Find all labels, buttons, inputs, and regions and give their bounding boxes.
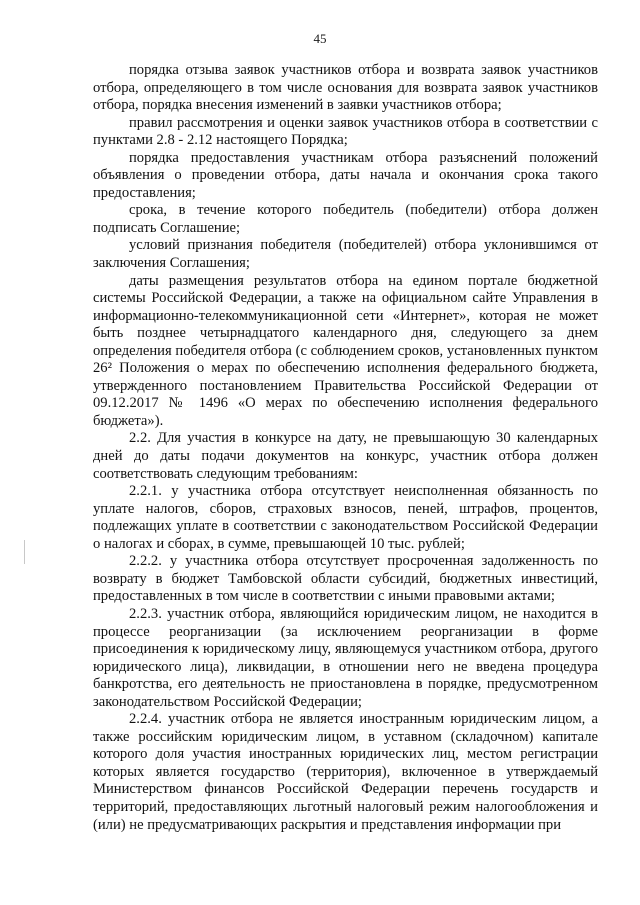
page-number: 45 [313, 31, 327, 46]
paragraph-results-publication: даты размещения результатов отбора на едином портале бюджетной системы Российской Федерации, а также на официальном сайте Управления в информационно-телекоммуникационной сети «Интернет», которая не может быть позднее четырнадцатого календарного дня, следующего за днем определения победителя отбора (с соблюдением сроков, установленных пунктом 26² Положения о мерах по обеспечению исполнения федерального бюджета, утвержденного постановлением Правительства Российской Федерации от 09.12.2017 № 1496 «О мерах по обеспечению исполнения федерального бюджета»). [93, 272, 598, 429]
paragraph-clause-2-2-1: 2.2.1. у участника отбора отсутствует неисполненная обязанность по уплате налогов, сборов, страховых взносов, пеней, штрафов, процентов, подлежащих уплате в соответствии с законодательством Российской Федерации о налогах и сборах, в сумме, превышающей 10 тыс. рублей; [93, 483, 598, 552]
paragraph-clause-2-2-3: 2.2.3. участник отбора, являющийся юридическим лицом, не находится в процессе реорганизации (за исключением реорганизации в форме присоединения к юридическому лицу, являющемуся участником отбора, другого юридического лица), ликвидации, в отношении него не введена процедура банкротства, его деятельность не приостановлена в порядке, предусмотренном законодательством Российской Федерации; [93, 605, 598, 710]
paragraph-withdrawal-procedure: порядка отзыва заявок участников отбора и возврата заявок участников отбора, определяющего в том числе основания для возврата заявок участников отбора, порядка внесения изменений в заявки участников отбора; [93, 62, 598, 114]
paragraph-clause-2-2-2: 2.2.2. у участника отбора отсутствует просроченная задолженность по возврату в бюджет Тамбовской области субсидий, бюджетных инвестиций, предоставленных в том числе в соответствии с иными правовыми актами; [93, 553, 598, 605]
paragraph-signing-deadline: срока, в течение которого победитель (победители) отбора должен подписать Соглашение; [93, 202, 598, 236]
scan-margin-mark [24, 540, 25, 564]
paragraph-clarification-procedure: порядка предоставления участникам отбора разъяснений положений объявления о проведении отбора, даты начала и окончания срока такого предоставления; [93, 149, 598, 201]
document-body [93, 62, 598, 834]
paragraph-clause-2-2-4: 2.2.4. участник отбора не является иностранным юридическим лицом, а также российским юридическим лицом, в уставном (складочном) капитале которого доля участия иностранных юридических лиц, местом регистрации которых является государство (территория), включенное в утверждаемый Министерством финансов Российской Федерации перечень государств и территорий, предоставляющих льготный налоговый режим налогообложения и (или) не предусматривающих раскрытия и представления информации при [93, 711, 598, 833]
paragraph-review-rules: правил рассмотрения и оценки заявок участников отбора в соответствии с пунктами 2.8 - 2.12 настоящего Порядка; [93, 114, 598, 149]
paragraph-clause-2-2: 2.2. Для участия в конкурсе на дату, не превышающую 30 календарных дней до даты подачи документов на конкурс, участник отбора должен соответствовать следующим требованиям: [93, 430, 598, 482]
paragraph-evasion-conditions: условий признания победителя (победителей) отбора уклонившимся от заключения Соглашения; [93, 237, 598, 272]
